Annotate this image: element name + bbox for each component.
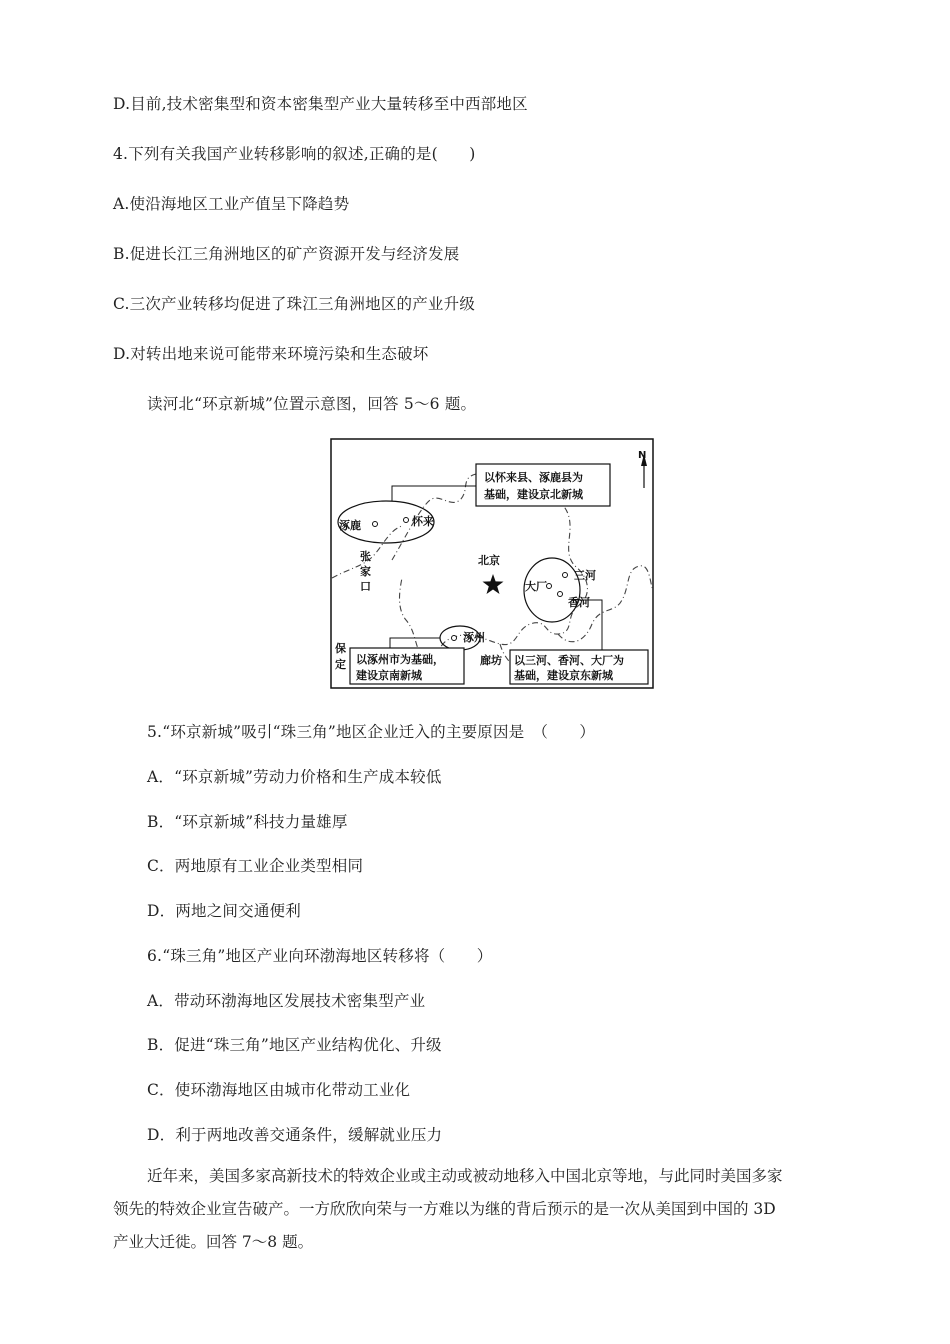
q6-option-a: A．带动环渤海地区发展技术密集型产业	[147, 992, 426, 1010]
dachang-marker	[547, 584, 552, 589]
q4-option-b: B.促进长江三角洲地区的矿产资源开发与经济发展	[113, 245, 460, 263]
q6-option-d: D．利于两地改善交通条件，缓解就业压力	[147, 1126, 443, 1144]
east-box-line-2: 基础，建设京东新城	[514, 669, 613, 682]
zhangjiakou-char-2: 家	[360, 565, 371, 578]
north-label: N	[638, 450, 647, 461]
south-box-line-1: 以涿州市为基础，	[356, 653, 444, 666]
xianghe-label: 香河	[568, 596, 590, 609]
zhuozhou-label: 涿州	[463, 631, 485, 644]
q6-option-b: B．促进“珠三角”地区产业结构优化、升级	[147, 1036, 442, 1054]
q5-option-d: D．两地之间交通便利	[147, 902, 301, 920]
beijing-label: 北京	[478, 554, 500, 567]
xianghe-marker	[558, 592, 563, 597]
sanhe-marker	[563, 573, 568, 578]
q3-option-d: D.目前,技术密集型和资本密集型产业大量转移至中西部地区	[113, 95, 528, 113]
huailai-label: 怀来	[412, 515, 434, 528]
q4-option-d: D.对转出地来说可能带来环境污染和生态破坏	[113, 345, 429, 363]
langfang-label: 廊坊	[480, 654, 502, 667]
intro-7-8-line-2: 领先的特效企业宣告破产。一方欣欣向荣与一方难以为继的背后预示的是一次从美国到中国的 3D	[113, 1200, 776, 1218]
zhangjiakou-char-1: 张	[360, 550, 371, 563]
intro-7-8	[113, 1160, 783, 1259]
q5-stem: 5.“环京新城”吸引“珠三角”地区企业迁入的主要原因是 （ ）	[147, 723, 596, 741]
q5-option-b: B．“环京新城”科技力量雄厚	[147, 813, 348, 831]
intro-5-6: 读河北“环京新城”位置示意图，回答 5～6 题。	[147, 395, 477, 413]
sanhe-label: 三河	[574, 569, 596, 582]
q4-stem: 4.下列有关我国产业转移影响的叙述,正确的是( )	[113, 145, 476, 163]
q6-stem: 6.“珠三角”地区产业向环渤海地区转移将（ ）	[147, 947, 493, 965]
q5-option-c: C．两地原有工业企业类型相同	[147, 857, 364, 875]
zhuolu-label: 涿鹿	[339, 519, 361, 532]
zhuozhou-marker	[452, 636, 457, 641]
q4-option-a: A.使沿海地区工业产值呈下降趋势	[113, 195, 350, 213]
dachang-label: 大厂	[525, 580, 547, 593]
north-box-line-2: 基础，建设京北新城	[484, 488, 583, 501]
huailai-marker	[404, 518, 409, 523]
baoding-char-2: 定	[335, 658, 346, 671]
zhangjiakou-char-3: 口	[360, 580, 371, 593]
baoding-char-1: 保	[335, 642, 346, 655]
east-box-line-1: 以三河、香河、大厂为	[514, 654, 624, 667]
intro-7-8-line-3: 产业大迁徙。回答 7～8 题。	[113, 1233, 314, 1251]
zhuolu-marker	[373, 522, 378, 527]
q5-option-a: A．“环京新城”劳动力价格和生产成本较低	[147, 768, 442, 786]
hebei-new-cities-map	[330, 438, 654, 689]
south-box-line-2: 建设京南新城	[356, 669, 422, 682]
intro-7-8-line-1: 近年来，美国多家高新技术的特效企业或主动或被动地移入中国北京等地，与此同时美国多家	[147, 1167, 783, 1185]
north-box-line-1: 以怀来县、涿鹿县为	[484, 471, 583, 484]
q4-option-c: C.三次产业转移均促进了珠江三角洲地区的产业升级	[113, 295, 476, 313]
q6-option-c: C．使环渤海地区由城市化带动工业化	[147, 1081, 411, 1099]
